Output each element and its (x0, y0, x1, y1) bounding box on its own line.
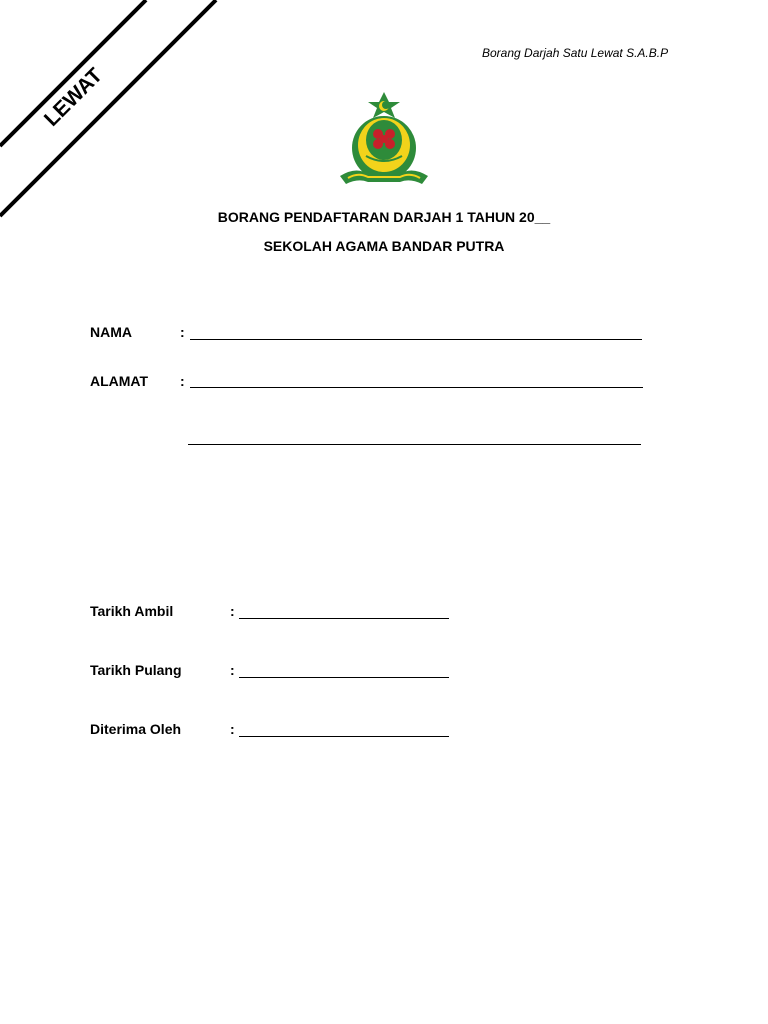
school-crest-icon (336, 90, 432, 190)
late-band-label: LEWAT (39, 63, 107, 131)
form-reference-note: Borang Darjah Satu Lewat S.A.B.P (482, 46, 669, 60)
nama-colon: : (180, 324, 185, 340)
alamat-label: ALAMAT (90, 373, 149, 389)
tarikh-pulang-label: Tarikh Pulang (90, 662, 182, 678)
tarikh-pulang-colon: : (230, 662, 235, 678)
tarikh-ambil-field[interactable] (239, 618, 449, 619)
alamat-field-line-2[interactable] (188, 444, 641, 445)
diterima-oleh-label: Diterima Oleh (90, 721, 182, 737)
diterima-oleh-colon: : (230, 721, 235, 737)
tarikh-pulang-field[interactable] (239, 677, 449, 678)
tarikh-ambil-colon: : (230, 603, 235, 619)
diterima-oleh-field[interactable] (239, 736, 449, 737)
nama-field[interactable] (190, 339, 642, 340)
nama-label: NAMA (90, 324, 132, 340)
form-title: BORANG PENDAFTARAN DARJAH 1 TAHUN 20__ (217, 209, 551, 225)
alamat-field-line-1[interactable] (190, 387, 643, 388)
alamat-colon: : (180, 373, 185, 389)
school-name: SEKOLAH AGAMA BANDAR PUTRA (263, 238, 505, 254)
tarikh-ambil-label: Tarikh Ambil (90, 603, 174, 619)
